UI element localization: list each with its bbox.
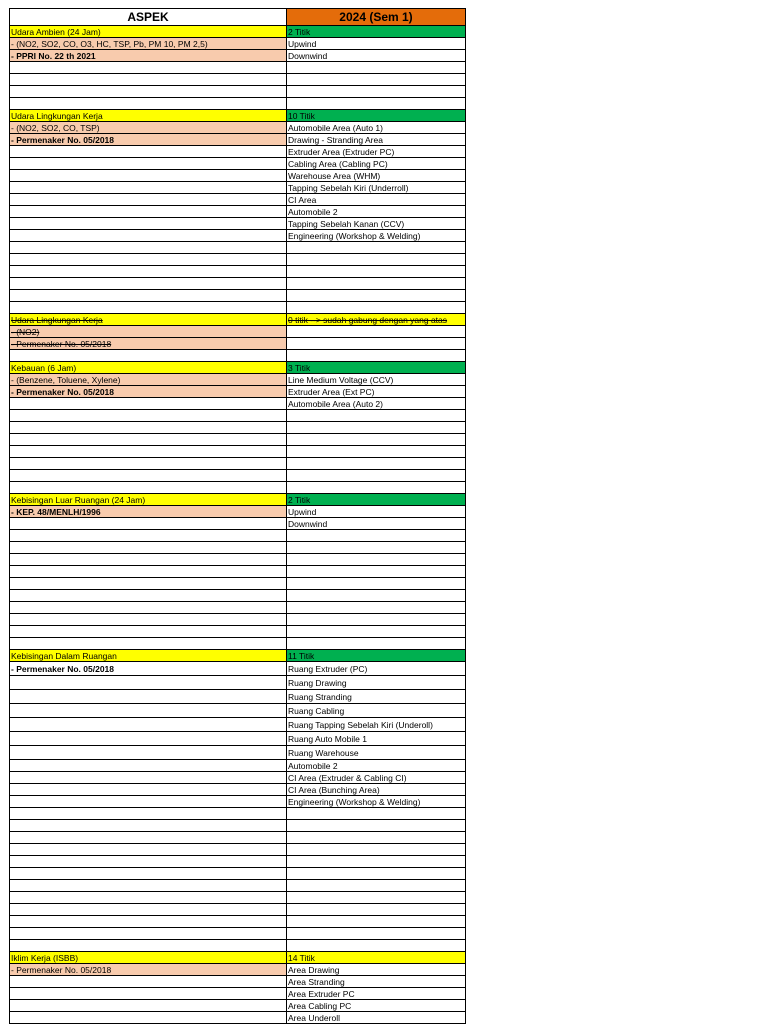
table-row <box>10 110 466 122</box>
titik-cell[interactable]: Engineering (Workshop & Welding) <box>287 230 466 242</box>
aspek-cell[interactable] <box>10 542 287 554</box>
header-row <box>10 9 466 26</box>
table-row <box>10 964 466 976</box>
sheet-body <box>10 26 466 1024</box>
titik-cell[interactable] <box>287 290 466 302</box>
table-row <box>10 690 466 704</box>
table-row <box>10 302 466 314</box>
aspek-cell[interactable] <box>10 844 287 856</box>
table-row <box>10 530 466 542</box>
table-row <box>10 50 466 62</box>
table-row <box>10 134 466 146</box>
titik-cell[interactable] <box>287 590 466 602</box>
table-row <box>10 62 466 74</box>
table-row <box>10 1012 466 1024</box>
titik-cell[interactable] <box>287 820 466 832</box>
aspek-cell[interactable] <box>10 916 287 928</box>
table-row <box>10 494 466 506</box>
table-row <box>10 796 466 808</box>
titik-cell[interactable] <box>287 410 466 422</box>
aspek-cell[interactable] <box>10 718 287 732</box>
aspek-cell[interactable]: Kebisingan Luar Ruangan (24 Jam) <box>10 494 287 506</box>
titik-cell[interactable]: 2 Titik <box>287 494 466 506</box>
aspek-cell[interactable] <box>10 158 287 170</box>
titik-cell[interactable]: 14 Titik <box>287 952 466 964</box>
titik-cell[interactable] <box>287 940 466 952</box>
aspek-cell[interactable] <box>10 458 287 470</box>
table-row <box>10 458 466 470</box>
table-row <box>10 26 466 38</box>
titik-cell[interactable]: Area Cabling PC <box>287 1000 466 1012</box>
table-row <box>10 470 466 482</box>
titik-cell[interactable]: Cabling Area (Cabling PC) <box>287 158 466 170</box>
table-row <box>10 916 466 928</box>
titik-cell[interactable]: Area Drawing <box>287 964 466 976</box>
titik-cell[interactable] <box>287 266 466 278</box>
table-row <box>10 614 466 626</box>
titik-cell[interactable]: Ruang Tapping Sebelah Kiri (Underoll) <box>287 718 466 732</box>
aspek-cell[interactable] <box>10 566 287 578</box>
titik-cell[interactable]: CI Area (Bunching Area) <box>287 784 466 796</box>
titik-cell[interactable]: Ruang Drawing <box>287 676 466 690</box>
titik-cell[interactable] <box>287 638 466 650</box>
table-row <box>10 398 466 410</box>
table-row <box>10 338 466 350</box>
table-row <box>10 158 466 170</box>
titik-cell[interactable]: Automobile Area (Auto 1) <box>287 122 466 134</box>
header-aspek[interactable]: ASPEK <box>10 9 287 26</box>
aspek-cell[interactable] <box>10 446 287 458</box>
table-row <box>10 704 466 718</box>
titik-cell[interactable] <box>287 844 466 856</box>
titik-cell[interactable]: Ruang Warehouse <box>287 746 466 760</box>
aspek-cell[interactable]: - KEP. 48/MENLH/1996 <box>10 506 287 518</box>
titik-cell[interactable]: Downwind <box>287 50 466 62</box>
titik-cell[interactable] <box>287 62 466 74</box>
aspek-cell[interactable] <box>10 976 287 988</box>
table-row <box>10 86 466 98</box>
table-row <box>10 38 466 50</box>
aspek-cell[interactable]: Iklim Kerja (ISBB) <box>10 952 287 964</box>
aspek-cell[interactable] <box>10 230 287 242</box>
titik-cell[interactable]: Ruang Auto Mobile 1 <box>287 732 466 746</box>
titik-cell[interactable]: 2 Titik <box>287 26 466 38</box>
aspek-cell[interactable]: - Permenaker No. 05/2018 <box>10 964 287 976</box>
table-row <box>10 98 466 110</box>
titik-cell[interactable] <box>287 326 466 338</box>
aspek-cell[interactable]: - Permenaker No. 05/2018 <box>10 386 287 398</box>
titik-cell[interactable] <box>287 602 466 614</box>
titik-cell[interactable] <box>287 904 466 916</box>
aspek-cell[interactable] <box>10 808 287 820</box>
aspek-cell[interactable] <box>10 398 287 410</box>
table-row <box>10 230 466 242</box>
aspek-cell[interactable] <box>10 732 287 746</box>
header-period[interactable]: 2024 (Sem 1) <box>287 9 466 26</box>
titik-cell[interactable]: Line Medium Voltage (CCV) <box>287 374 466 386</box>
aspek-cell[interactable] <box>10 206 287 218</box>
table-row <box>10 194 466 206</box>
aspek-cell[interactable] <box>10 614 287 626</box>
table-row <box>10 362 466 374</box>
table-row <box>10 146 466 158</box>
titik-cell[interactable]: Ruang Stranding <box>287 690 466 704</box>
aspek-cell[interactable] <box>10 194 287 206</box>
table-row <box>10 662 466 676</box>
titik-cell[interactable] <box>287 446 466 458</box>
aspek-cell[interactable] <box>10 146 287 158</box>
aspek-cell[interactable]: - Permenaker No. 05/2018 <box>10 134 287 146</box>
titik-cell[interactable] <box>287 302 466 314</box>
aspek-cell[interactable]: Udara Lingkungan Kerja <box>10 314 287 326</box>
aspek-cell[interactable] <box>10 940 287 952</box>
table-row <box>10 122 466 134</box>
table-row <box>10 988 466 1000</box>
aspek-cell[interactable] <box>10 868 287 880</box>
aspek-cell[interactable] <box>10 530 287 542</box>
aspek-cell[interactable] <box>10 266 287 278</box>
table-row <box>10 952 466 964</box>
titik-cell[interactable]: 0 titik --> sudah gabung dengan yang atas <box>287 314 466 326</box>
aspek-cell[interactable]: - (NO2) <box>10 326 287 338</box>
aspek-cell[interactable] <box>10 218 287 230</box>
table-row <box>10 844 466 856</box>
titik-cell[interactable] <box>287 554 466 566</box>
aspek-cell[interactable]: Kebisingan Dalam Ruangan <box>10 650 287 662</box>
table-row <box>10 374 466 386</box>
table-row <box>10 772 466 784</box>
titik-cell[interactable] <box>287 74 466 86</box>
aspek-cell[interactable] <box>10 242 287 254</box>
table-row <box>10 676 466 690</box>
titik-cell[interactable]: Area Extruder PC <box>287 988 466 1000</box>
aspek-cell[interactable]: - PPRI No. 22 th 2021 <box>10 50 287 62</box>
aspek-cell[interactable] <box>10 170 287 182</box>
table-row <box>10 434 466 446</box>
titik-cell[interactable] <box>287 880 466 892</box>
aspek-cell[interactable] <box>10 410 287 422</box>
table-row <box>10 832 466 844</box>
aspek-cell[interactable] <box>10 704 287 718</box>
titik-cell[interactable]: Upwind <box>287 38 466 50</box>
table-row <box>10 650 466 662</box>
aspek-cell[interactable] <box>10 988 287 1000</box>
titik-cell[interactable] <box>287 916 466 928</box>
aspek-cell[interactable] <box>10 422 287 434</box>
table-row <box>10 74 466 86</box>
titik-cell[interactable]: Ruang Cabling <box>287 704 466 718</box>
aspek-cell[interactable] <box>10 590 287 602</box>
titik-cell[interactable] <box>287 434 466 446</box>
table-row <box>10 218 466 230</box>
table-row <box>10 206 466 218</box>
table-row <box>10 266 466 278</box>
table-row <box>10 856 466 868</box>
titik-cell[interactable]: 10 Titik <box>287 110 466 122</box>
titik-cell[interactable] <box>287 86 466 98</box>
table-row <box>10 732 466 746</box>
aspek-cell[interactable] <box>10 98 287 110</box>
table-row <box>10 976 466 988</box>
titik-cell[interactable] <box>287 614 466 626</box>
table-row <box>10 904 466 916</box>
aspek-cell[interactable] <box>10 772 287 784</box>
titik-cell[interactable] <box>287 626 466 638</box>
aspek-cell[interactable] <box>10 554 287 566</box>
titik-cell[interactable]: Downwind <box>287 518 466 530</box>
table-row <box>10 880 466 892</box>
titik-cell[interactable] <box>287 578 466 590</box>
titik-cell[interactable] <box>287 868 466 880</box>
titik-cell[interactable]: 11 Titik <box>287 650 466 662</box>
aspek-cell[interactable] <box>10 676 287 690</box>
table-row <box>10 242 466 254</box>
titik-cell[interactable]: Automobile Area (Auto 2) <box>287 398 466 410</box>
table-row <box>10 820 466 832</box>
titik-cell[interactable]: Tapping Sebelah Kiri (Underroll) <box>287 182 466 194</box>
titik-cell[interactable] <box>287 458 466 470</box>
aspek-cell[interactable] <box>10 182 287 194</box>
titik-cell[interactable]: Automobile 2 <box>287 760 466 772</box>
table-row <box>10 254 466 266</box>
titik-cell[interactable] <box>287 482 466 494</box>
table-row <box>10 182 466 194</box>
titik-cell[interactable] <box>287 808 466 820</box>
aspek-cell[interactable] <box>10 638 287 650</box>
aspek-cell[interactable] <box>10 690 287 704</box>
table-row <box>10 892 466 904</box>
table-row <box>10 554 466 566</box>
titik-cell[interactable] <box>287 338 466 350</box>
aspek-cell[interactable] <box>10 928 287 940</box>
aspek-cell[interactable] <box>10 760 287 772</box>
aspek-cell[interactable] <box>10 880 287 892</box>
table-row <box>10 940 466 952</box>
table-row <box>10 602 466 614</box>
aspek-cell[interactable] <box>10 254 287 266</box>
aspek-cell[interactable]: Udara Ambien (24 Jam) <box>10 26 287 38</box>
titik-cell[interactable] <box>287 566 466 578</box>
table-row <box>10 314 466 326</box>
aspek-cell[interactable]: - Permenaker No. 05/2018 <box>10 338 287 350</box>
aspek-cell[interactable] <box>10 86 287 98</box>
titik-cell[interactable]: Area Underoll <box>287 1012 466 1024</box>
aspek-cell[interactable] <box>10 1000 287 1012</box>
titik-cell[interactable] <box>287 832 466 844</box>
titik-cell[interactable]: Engineering (Workshop & Welding) <box>287 796 466 808</box>
aspek-cell[interactable]: - (NO2, SO2, CO, TSP) <box>10 122 287 134</box>
table-row <box>10 506 466 518</box>
table-row <box>10 386 466 398</box>
aspek-cell[interactable] <box>10 856 287 868</box>
aspek-cell[interactable] <box>10 602 287 614</box>
aspek-cell[interactable] <box>10 578 287 590</box>
aspek-cell[interactable] <box>10 796 287 808</box>
table-row <box>10 446 466 458</box>
table-row <box>10 578 466 590</box>
table-row <box>10 718 466 732</box>
aspek-cell[interactable] <box>10 904 287 916</box>
aspek-cell[interactable] <box>10 470 287 482</box>
aspek-cell[interactable] <box>10 74 287 86</box>
titik-cell[interactable] <box>287 470 466 482</box>
aspek-cell[interactable] <box>10 784 287 796</box>
aspek-cell[interactable]: Kebauan (6 Jam) <box>10 362 287 374</box>
titik-cell[interactable]: Extruder Area (Ext PC) <box>287 386 466 398</box>
table-row <box>10 784 466 796</box>
titik-cell[interactable] <box>287 928 466 940</box>
titik-cell[interactable]: CI Area (Extruder & Cabling CI) <box>287 772 466 784</box>
titik-cell[interactable] <box>287 98 466 110</box>
titik-cell[interactable] <box>287 278 466 290</box>
aspek-cell[interactable] <box>10 62 287 74</box>
titik-cell[interactable] <box>287 254 466 266</box>
table-row <box>10 350 466 362</box>
table-row <box>10 590 466 602</box>
titik-cell[interactable]: CI Area <box>287 194 466 206</box>
titik-cell[interactable]: Area Stranding <box>287 976 466 988</box>
titik-cell[interactable]: Upwind <box>287 506 466 518</box>
table-row <box>10 326 466 338</box>
table-row <box>10 928 466 940</box>
aspek-cell[interactable] <box>10 290 287 302</box>
table-row <box>10 808 466 820</box>
titik-cell[interactable] <box>287 242 466 254</box>
table-row <box>10 518 466 530</box>
titik-cell[interactable] <box>287 542 466 554</box>
table-row <box>10 290 466 302</box>
titik-cell[interactable] <box>287 350 466 362</box>
titik-cell[interactable] <box>287 856 466 868</box>
table-row <box>10 422 466 434</box>
table-row <box>10 482 466 494</box>
table-row <box>10 1000 466 1012</box>
aspek-cell[interactable] <box>10 434 287 446</box>
spreadsheet-table <box>9 8 466 1024</box>
aspek-cell[interactable] <box>10 302 287 314</box>
titik-cell[interactable]: Drawing - Stranding Area <box>287 134 466 146</box>
aspek-cell[interactable] <box>10 1012 287 1024</box>
table-row <box>10 746 466 760</box>
titik-cell[interactable]: Tapping Sebelah Kanan (CCV) <box>287 218 466 230</box>
aspek-cell[interactable] <box>10 892 287 904</box>
table-row <box>10 566 466 578</box>
aspek-cell[interactable] <box>10 746 287 760</box>
aspek-cell[interactable] <box>10 626 287 638</box>
titik-cell[interactable]: Warehouse Area (WHM) <box>287 170 466 182</box>
aspek-cell[interactable]: - (Benzene, Toluene, Xylene) <box>10 374 287 386</box>
titik-cell[interactable]: Extruder Area (Extruder PC) <box>287 146 466 158</box>
titik-cell[interactable] <box>287 892 466 904</box>
table-row <box>10 760 466 772</box>
aspek-cell[interactable]: - Permenaker No. 05/2018 <box>10 662 287 676</box>
aspek-cell[interactable] <box>10 278 287 290</box>
aspek-cell[interactable]: - (NO2, SO2, CO, O3, HC, TSP, Pb, PM 10, PM 2,5) <box>10 38 287 50</box>
aspek-cell[interactable] <box>10 482 287 494</box>
table-row <box>10 626 466 638</box>
titik-cell[interactable] <box>287 422 466 434</box>
table-row <box>10 638 466 650</box>
aspek-cell[interactable] <box>10 832 287 844</box>
table-row <box>10 410 466 422</box>
titik-cell[interactable] <box>287 530 466 542</box>
aspek-cell[interactable]: Udara Lingkungan Kerja <box>10 110 287 122</box>
table-row <box>10 170 466 182</box>
table-row <box>10 542 466 554</box>
aspek-cell[interactable] <box>10 518 287 530</box>
aspek-cell[interactable] <box>10 820 287 832</box>
table-row <box>10 278 466 290</box>
table-row <box>10 868 466 880</box>
aspek-cell[interactable] <box>10 350 287 362</box>
titik-cell[interactable]: Ruang Extruder (PC) <box>287 662 466 676</box>
titik-cell[interactable]: Automobile 2 <box>287 206 466 218</box>
titik-cell[interactable]: 3 Titik <box>287 362 466 374</box>
